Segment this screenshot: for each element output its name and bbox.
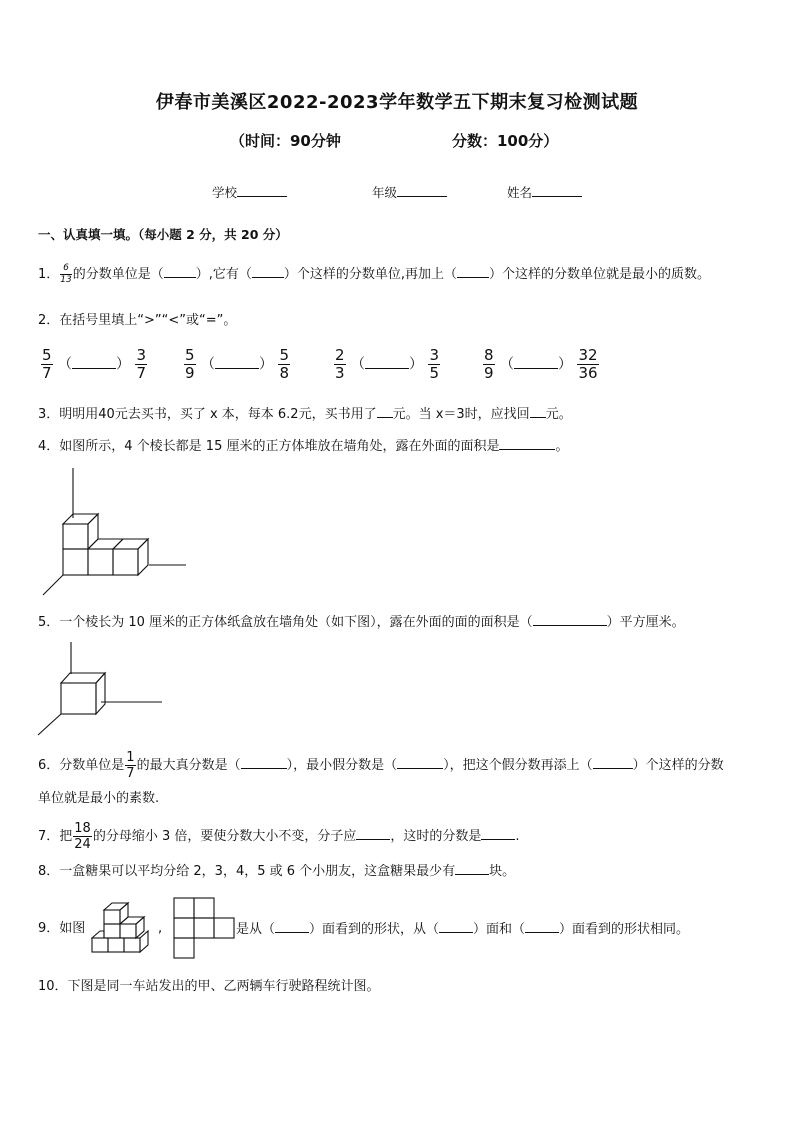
q2-blank-3[interactable] [365, 356, 409, 369]
q2-blank-2[interactable] [215, 356, 259, 369]
question-8: 8．一盒糖果可以平均分给 2，3，4，5 或 6 个小朋友，这盒糖果最少有 块。 [38, 864, 516, 879]
score-label: 分数：100分） [452, 132, 559, 150]
question-10: 10．下图是同一车站发出的甲、乙两辆车行驶路程统计图。 [38, 979, 380, 994]
name-field[interactable] [507, 183, 582, 201]
q7-blank-2[interactable] [481, 827, 515, 840]
q8-blank[interactable] [455, 862, 489, 875]
q7-fraction: $\frac{18}{24}$ [74, 821, 91, 852]
question-3: 3．明明用40元去买书，买了 x 本，每本 6.2元，买书用了 元。当 x＝3时，应找回 元。 [38, 407, 572, 422]
q2-item-3: $\frac{2}{3}$ （ ） $\frac{3}{5}$ [335, 346, 439, 382]
name-blank[interactable] [532, 184, 582, 197]
q9-cubes-figure [90, 898, 163, 958]
page-title: 伊春市美溪区2022-2023学年数学五下期末复习检测试题 [155, 92, 639, 113]
school-field[interactable] [212, 183, 287, 201]
q6-blank-1[interactable] [241, 756, 287, 769]
q4-blank[interactable] [499, 437, 555, 450]
q9-blank-1[interactable] [275, 920, 309, 933]
school-label: 学校 [212, 185, 238, 200]
q9-blank-2[interactable] [439, 920, 473, 933]
q1-fraction: $\frac{6}{13}$ [60, 263, 72, 285]
grade-label: 年级 [372, 185, 398, 200]
q7-blank-1[interactable] [356, 827, 390, 840]
grade-field[interactable] [372, 183, 447, 201]
q6-fraction: $\frac{1}{7}$ [126, 750, 135, 781]
question-2: 2．在括号里填上“>”“<”或“=”。 [38, 313, 237, 328]
question-6-line2: 单位就是最小的素数. [38, 791, 160, 806]
question-5: 5．一个棱长为 10 厘米的正方体纸盒放在墙角处（如下图），露在外面的面的面积是（ ）平方厘米。 [38, 615, 685, 630]
q6-blank-3[interactable] [593, 756, 633, 769]
question-4: 4．如图所示，4 个棱长都是 15 厘米的正方体堆放在墙角处，露在外面的面积是 。 [38, 439, 569, 454]
question-7: 7．把 $\frac{18}{24}$ 的分母缩小 3 倍，要使分数大小不变，分子应 ，这时的分数是 . [38, 821, 520, 852]
q9-comma: , [158, 921, 163, 936]
q9-blank-3[interactable] [525, 920, 559, 933]
section-heading: 一、认真填一填。（每小题 2 分，共 20 分） [38, 227, 288, 242]
question-6: 6．分数单位是 $\frac{1}{7}$ 的最大真分数是（ ），最小假分数是（ ），把这个假分数再添上（ ）个这样的分数 [38, 750, 724, 781]
q1-text-1: 的分数单位是（ [72, 267, 164, 282]
question-9: 是从（ ）面看到的形状，从（ ）面和（ ）面看到的形状相同。 [236, 922, 690, 937]
q5-cube-figure [36, 642, 166, 737]
q3-blank-1[interactable] [377, 405, 393, 418]
q2-item-2: $\frac{5}{9}$ （ ） $\frac{5}{8}$ [185, 346, 289, 382]
q9-number: 9．如图 [38, 921, 86, 936]
q1-number: 1． [38, 267, 60, 282]
q4-cubes-figure [40, 468, 190, 598]
q3-blank-2[interactable] [530, 405, 546, 418]
q1-blank-1[interactable] [164, 265, 196, 278]
time-label: （时间：90分钟 [230, 132, 341, 150]
name-label: 姓名 [507, 185, 533, 200]
school-blank[interactable] [237, 184, 287, 197]
q1-blank-2[interactable] [252, 265, 284, 278]
q1-blank-3[interactable] [457, 265, 489, 278]
q2-blank-1[interactable] [72, 356, 116, 369]
q2-item-4: $\frac{8}{9}$ （ ） $\frac{32}{36}$ [484, 346, 598, 382]
q2-blank-4[interactable] [514, 356, 558, 369]
grade-blank[interactable] [397, 184, 447, 197]
question-1 [38, 264, 710, 285]
q1-text-3: ）个这样的分数单位,再加上（ [283, 267, 458, 282]
q6-blank-2[interactable] [397, 756, 443, 769]
q1-text-2: ）,它有（ [195, 267, 252, 282]
q2-item-1: $\frac{5}{7}$ （ ） $\frac{3}{7}$ [42, 346, 146, 382]
q5-blank[interactable] [533, 613, 607, 626]
q1-text-4: ）个这样的分数单位就是最小的质数。 [489, 267, 711, 282]
q9-grid-view [172, 896, 238, 960]
